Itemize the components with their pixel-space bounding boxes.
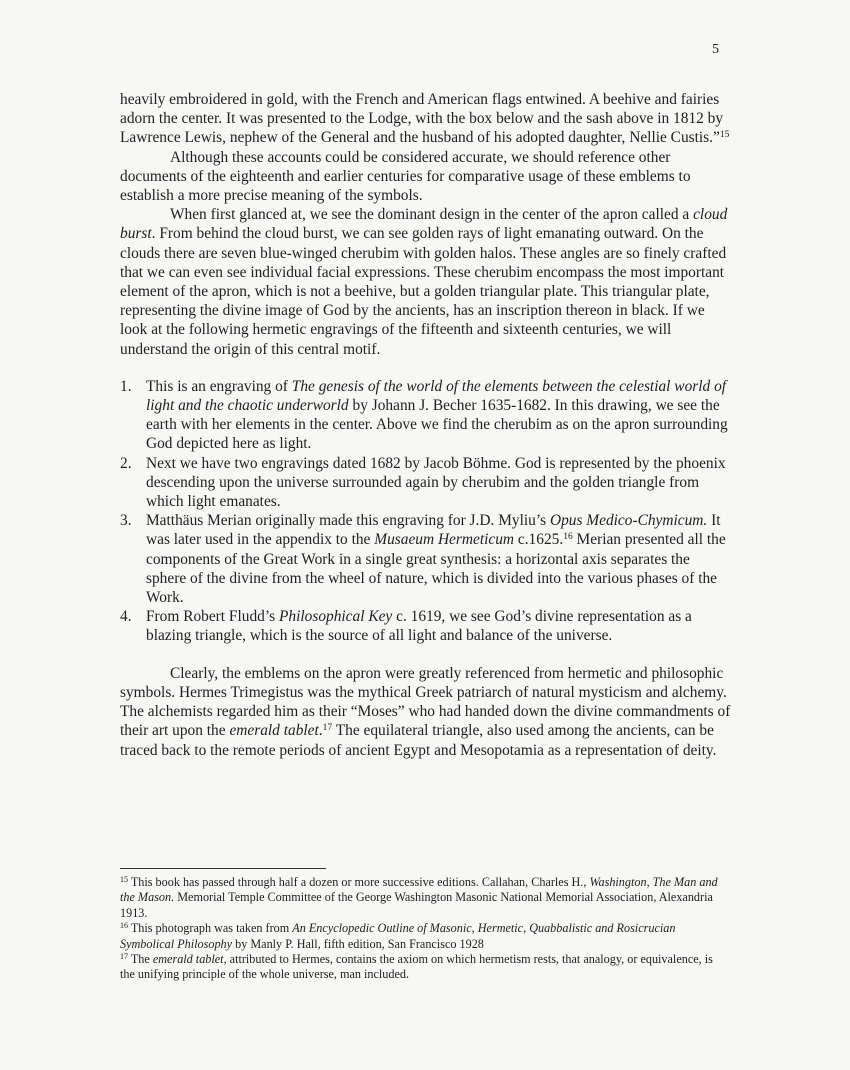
footnote-title: An Encyclopedic Outline of Masonic, Hermetic, Quabbalistic and Rosicrucian Symbolical Philosophy bbox=[120, 921, 676, 951]
list-item-text: c. 1619, we see God’s divine representation as a blazing triangle, which is the source of all light and balance of the universe. bbox=[146, 608, 692, 645]
list-item bbox=[120, 511, 732, 607]
body-text bbox=[120, 90, 732, 760]
list-item-title: Musaeum Hermeticum bbox=[374, 531, 515, 549]
paragraph-3-text-a: When first glanced at, we see the dominant design in the center of the apron called a bbox=[170, 206, 690, 224]
paragraph-1 bbox=[120, 90, 732, 148]
footnote-text: This photograph was taken from bbox=[130, 921, 290, 936]
list-item bbox=[120, 377, 732, 454]
list-item-title: The genesis of the world of the elements between the celestial world of light and the chaotic underworld bbox=[146, 377, 727, 415]
paragraph-4-period: . bbox=[318, 722, 323, 740]
footnote-ref-16: 16 bbox=[563, 532, 573, 543]
paragraph-4 bbox=[120, 664, 732, 760]
footnote-title: Washington, The Man and the Mason. bbox=[120, 875, 718, 905]
list-item-text: c.1625. bbox=[517, 531, 564, 549]
paragraph-3 bbox=[120, 205, 732, 359]
footnote-text: The bbox=[130, 952, 150, 967]
emerald-tablet-term: emerald tablet bbox=[229, 722, 319, 740]
list-item-text: This is an engraving of bbox=[146, 377, 288, 395]
list-item-text: by Johann J. Becher 1635-1682. In this drawing, we see the earth with her elements in the center. Above we find the cherubim as on the apron surrounding God depicted here as light. bbox=[146, 397, 728, 453]
footnote-text: This book has passed through half a dozen or more successive editions. Callahan, Charles H., bbox=[130, 875, 587, 889]
list-item-text: Next we have two engravings dated 1682 by Jacob Böhme. God is represented by the phoenix descending upon the universe surrounded again by cherubim and the golden triangle from which light emanates. bbox=[146, 454, 726, 511]
list-item-number: 3. bbox=[120, 512, 132, 530]
paragraph-4-text-b: The equilateral triangle, also used among the ancients, can be traced back to the remote periods of ancient Egypt and Mesopotamia as a representation of deity. bbox=[120, 722, 717, 759]
footnote-ref-15: 15 bbox=[719, 130, 730, 141]
footnote-text: Memorial Temple Committee of the George Washington Masonic National Memorial Association, Alexandria 1913. bbox=[120, 890, 713, 920]
footnote-17 bbox=[120, 952, 730, 983]
footnote-text: , attributed to Hermes, contains the axiom on which hermetism rests, that analogy, or equivalence, is the unifying principle of the whole universe, man included. bbox=[120, 952, 713, 982]
list-item-text: Matthäus Merian originally made this engraving for J.D. Myliu’s bbox=[146, 512, 547, 530]
paragraph-1-text: heavily embroidered in gold, with the French and American flags entwined. A beehive and fairies adorn the center. It was presented to the Lodge, with the box below and the sash above in 1812 by Lawrence Lewis, nephew of the General and the husband of his adopted daughter, Nellie Custis.” bbox=[120, 91, 724, 147]
cloud-burst-term: cloud burst bbox=[120, 206, 728, 243]
footnote-marker: 15 bbox=[120, 875, 128, 884]
list-item-text: Merian presented all the components of the Great Work in a single great synthesis: a horizontal axis separates the sphere of the divine from the wheel of nature, which is divided into the various phases of the Work. bbox=[146, 531, 726, 607]
list-item-text: It was later used in the appendix to the bbox=[146, 512, 721, 549]
footnote-15 bbox=[120, 875, 730, 921]
footnote-16 bbox=[120, 921, 730, 952]
list-item bbox=[120, 454, 732, 512]
list-item-title: Philosophical Key bbox=[278, 608, 393, 626]
footnote-title: emerald tablet bbox=[152, 952, 224, 967]
paragraph-2: Although these accounts could be considered accurate, we should reference other documents of the eighteenth and earlier centuries for comparative usage of these emblems to establish a more precise meaning of the symbols. bbox=[120, 148, 691, 205]
list-item bbox=[120, 607, 732, 645]
paragraph-3-text-b: . From behind the cloud burst, we can see golden rays of light emanating outward. On the clouds there are seven blue-winged cherubim with golden halos. These angles are so finely crafted that we can even see individual facial expressions. These cherubim encompass the most important element of the apron, which is not a beehive, but a golden triangular plate. This triangular plate, representing the divine image of God by the ancients, has an inscription thereon in black. If we look at the following hermetic engravings of the fifteenth and sixteenth centuries, we will understand the origin of this central motif. bbox=[120, 225, 727, 358]
footnote-marker: 16 bbox=[120, 921, 128, 931]
footnote-ref-17: 17 bbox=[322, 723, 333, 734]
paragraph-4-text-a: Clearly, the emblems on the apron were greatly referenced from hermetic and philosophic symbols. Hermes Trimegistus was the mythical Greek patriarch of natural mysticism and alchemy. The alchemists regarded him as their “Moses” who had handed down the divine commandments of their art upon the bbox=[120, 664, 731, 740]
list-item-number: 2. bbox=[120, 454, 132, 472]
list-item-number: 1. bbox=[120, 377, 132, 395]
footnotes bbox=[120, 875, 730, 983]
engraving-list bbox=[120, 377, 732, 646]
list-item-title: Opus Medico-Chymicum. bbox=[549, 512, 708, 530]
list-item-number: 4. bbox=[120, 608, 132, 626]
footnote-divider bbox=[120, 868, 326, 869]
list-item-text: From Robert Fludd’s bbox=[146, 608, 276, 626]
page-number: 5 bbox=[712, 42, 719, 57]
footnote-text: by Manly P. Hall, fifth edition, San Francisco 1928 bbox=[235, 936, 484, 951]
footnote-marker: 17 bbox=[120, 952, 128, 962]
